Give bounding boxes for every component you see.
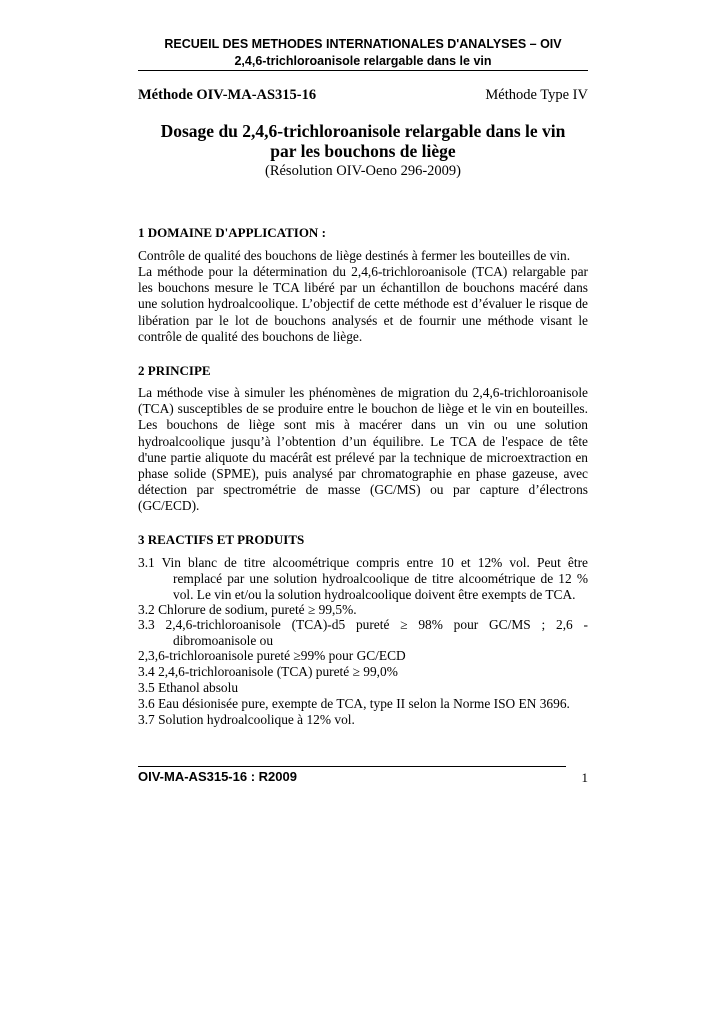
- reagent-item: 3.4 2,4,6-trichloroanisole (TCA) pureté ≥ 99,0%: [138, 664, 398, 679]
- method-row: [138, 86, 588, 104]
- header-rule: [138, 70, 588, 71]
- section-heading-principle: 2 PRINCIPE: [138, 363, 211, 378]
- principle-paragraph: La méthode vise à simuler les phénomènes de migration du 2,4,6-trichloroanisole (TCA) susceptibles de se produire entre le bouchon de liège et le vin en bouteilles. Les bouchons de liège sont mis à macérer dans un vin ou une solution hydroalcoolique jusqu’à l’obtention d’un équilibre. Le TCA de l'espace de tête d'une partie aliquote du macérât est prélevé par la technique de microextraction en phase solide (SPME), puis analysé par chromatographie en phase gazeuse, avec détection par spectrométrie de masse (GC/MS) ou par capture d’électrons (GC/ECD).: [138, 385, 588, 514]
- scope-first-line: Contrôle de qualité des bouchons de liège destinés à fermer les bouteilles de vin.: [138, 248, 571, 263]
- section-heading-reagents: 3 REACTIFS ET PRODUITS: [138, 532, 305, 547]
- running-header-line-1: RECUEIL DES METHODES INTERNATIONALES D'ANALYSES – OIV: [164, 37, 562, 51]
- scope-paragraph: La méthode pour la détermination du 2,4,6-trichloroanisole (TCA) relargable par les bouchons mesure le TCA libéré par un échantillon de bouchons macéré dans une solution hydroalcoolique. L’objectif de cette méthode est d’évaluer le risque de libération par le lot de bouchons analysés et de fournir une méthode visant le contrôle de qualité des bouchons de liège.: [138, 264, 588, 344]
- reagent-item: 2,3,6-trichloroanisole pureté ≥99% pour GC/ECD: [138, 648, 406, 663]
- reagent-item: 3.1 Vin blanc de titre alcoométrique compris entre 10 et 12% vol. Peut être remplacé par une solution hydroalcoolique de titre alcoométrique de 12 % vol. Le vin et/ou la solution hydroalcoolique doivent être exempts de TCA.: [138, 555, 588, 603]
- section-heading-scope: 1 DOMAINE D'APPLICATION :: [138, 225, 326, 240]
- resolution-reference: (Résolution OIV-Oeno 296-2009): [265, 163, 461, 179]
- reagent-item: 3.6 Eau désionisée pure, exempte de TCA, type II selon la Norme ISO EN 3696.: [138, 696, 570, 711]
- reagent-item: 3.5 Ethanol absolu: [138, 680, 239, 695]
- running-header: [138, 36, 588, 70]
- method-code: Méthode OIV-MA-AS315-16: [138, 87, 317, 103]
- running-header-line-2: 2,4,6-trichloroanisole relargable dans le vin: [234, 54, 492, 68]
- title-line-2: par les bouchons de liège: [270, 141, 456, 161]
- footer-rule: [138, 766, 566, 767]
- reagent-item: 3.2 Chlorure de sodium, pureté ≥ 99,5%.: [138, 602, 357, 617]
- footer-document-code: OIV-MA-AS315-16 : R2009: [138, 769, 297, 784]
- document-title: [138, 121, 588, 161]
- reagent-item: 3.3 2,4,6-trichloroanisole (TCA)-d5 pureté ≥ 98% pour GC/MS ; 2,6 - dibromoanisole ou: [138, 617, 588, 649]
- page-number: 1: [581, 770, 588, 785]
- title-line-1: Dosage du 2,4,6-trichloroanisole relargable dans le vin: [160, 121, 566, 141]
- reagent-item: 3.7 Solution hydroalcoolique à 12% vol.: [138, 712, 355, 727]
- method-type: Méthode Type IV: [485, 87, 588, 103]
